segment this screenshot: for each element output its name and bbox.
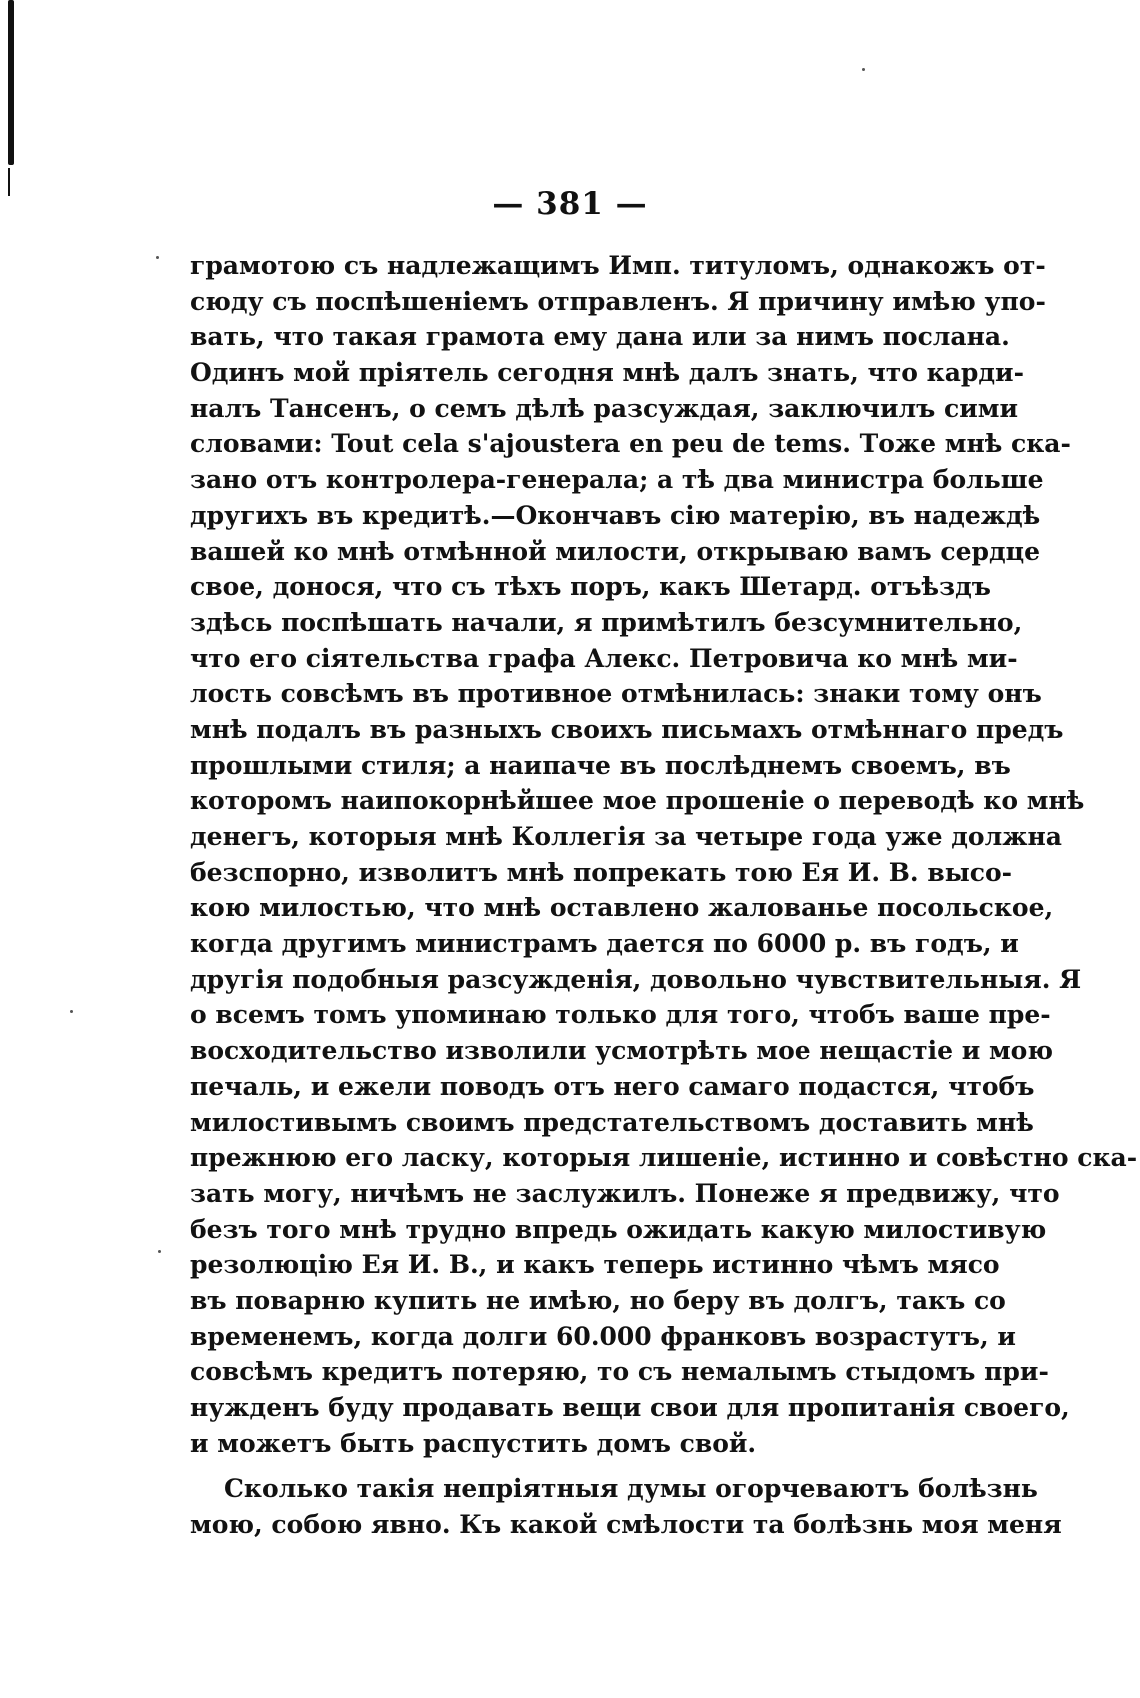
text-line: здѣсь поспѣшать начали, я примѣтилъ безсумнительно, — [190, 607, 1023, 637]
text-line: о всемъ томъ упоминаю только для того, чтобъ ваше пре- — [190, 1000, 1051, 1030]
text-line: мою, собою явно. Къ какой смѣлости та болѣзнь моя меня — [190, 1510, 1062, 1540]
body-text — [190, 248, 1138, 1543]
text-line: зать могу, ничѣмъ не заслужилъ. Понеже я предвижу, что — [190, 1178, 1060, 1208]
text-line: восходительство изволили усмотрѣть мое нещастіе и мою — [190, 1036, 1053, 1066]
text-line: лость совсѣмъ въ противное отмѣнилась: знаки тому онъ — [190, 679, 1042, 709]
text-line: безспорно, изволитъ мнѣ попрекать тою Ея И. В. высо- — [190, 857, 1013, 887]
scan-speck — [70, 1010, 73, 1013]
text-line: что его сіятельства графа Алекс. Петровича ко мнѣ ми- — [190, 643, 1018, 673]
text-line: мнѣ подалъ въ разныхъ своихъ письмахъ отмѣннаго предъ — [190, 714, 1064, 744]
text-line: вать, что такая грамота ему дана или за нимъ послана. — [190, 322, 1010, 352]
page-number: — 381 — — [492, 186, 648, 222]
text-line: милостивымъ своимъ предстательствомъ доставить мнѣ — [190, 1107, 1034, 1137]
text-line: сюду съ поспѣшеніемъ отправленъ. Я причину имѣю упо- — [190, 286, 1046, 316]
text-line: прежнюю его ласку, которыя лишеніе, истинно и совѣстно ска- — [190, 1143, 1138, 1173]
text-line: налъ Тансенъ, о семъ дѣлѣ разсуждая, заключилъ сими — [190, 393, 1019, 423]
scan-speck — [158, 1250, 161, 1253]
text-line: денегъ, которыя мнѣ Коллегія за четыре года уже должна — [190, 822, 1062, 851]
text-line: вашей ко мнѣ отмѣнной милости, открываю вамъ сердце — [190, 536, 1040, 566]
text-line: совсѣмъ кредитъ потеряю, то съ немалымъ стыдомъ при- — [190, 1357, 1049, 1387]
text-line: безъ того мнѣ трудно впредь ожидать какую милостивую — [190, 1214, 1047, 1244]
text-line: Сколько такія непріятныя думы огорчеваютъ болѣзнь — [224, 1474, 1038, 1504]
text-line: временемъ, когда долги 60.000 франковъ возрастутъ, и — [190, 1321, 1016, 1351]
text-line: другія подобныя разсужденія, довольно чувствительныя. Я — [190, 964, 1082, 994]
text-line: кою милостью, что мнѣ оставлено жалованье посольское, — [190, 893, 1054, 923]
text-line: печаль, и ежели поводъ отъ него самаго подастся, чтобъ — [190, 1071, 1035, 1101]
text-line: свое, донося, что съ тѣхъ поръ, какъ Шетард. отъѣздъ — [190, 572, 991, 602]
text-line: когда другимъ министрамъ дается по 6000 р. въ годъ, и — [190, 929, 1019, 959]
text-line: и можетъ быть распустить домъ свой. — [190, 1428, 757, 1458]
text-line: словами: Tout cela s'ajoustera en peu de tems. Тоже мнѣ ска- — [190, 429, 1071, 459]
text-line: Одинъ мой пріятель сегодня мнѣ далъ знать, что карди- — [190, 358, 1024, 388]
text-line: въ поварню купить не имѣю, но беру въ долгъ, такъ со — [190, 1285, 1006, 1315]
text-line: зано отъ контролера-генерала; а тѣ два министра больше — [190, 465, 1044, 495]
text-line: которомъ наипокорнѣйшее мое прошеніе о переводѣ ко мнѣ — [190, 786, 1085, 816]
text-line: грамотою съ надлежащимъ Имп. титуломъ, однакожъ от- — [190, 251, 1046, 280]
paragraph — [190, 1471, 1062, 1542]
scan-speck — [156, 256, 159, 259]
scan-speck — [862, 68, 865, 71]
text-line: другихъ въ кредитѣ.—Окончавъ сію матерію, въ надеждѣ — [190, 500, 1041, 530]
text-line: нужденъ буду продавать вещи свои для пропитанія своего, — [190, 1393, 1070, 1422]
text-line: прошлыми стиля; а наипаче въ послѣднемъ своемъ, въ — [190, 750, 1011, 780]
scan-edge-mark — [8, 0, 14, 165]
paragraph — [190, 248, 1138, 1461]
text-line: резолюцію Ея И. В., и какъ теперь истинно чѣмъ мясо — [190, 1250, 1000, 1280]
